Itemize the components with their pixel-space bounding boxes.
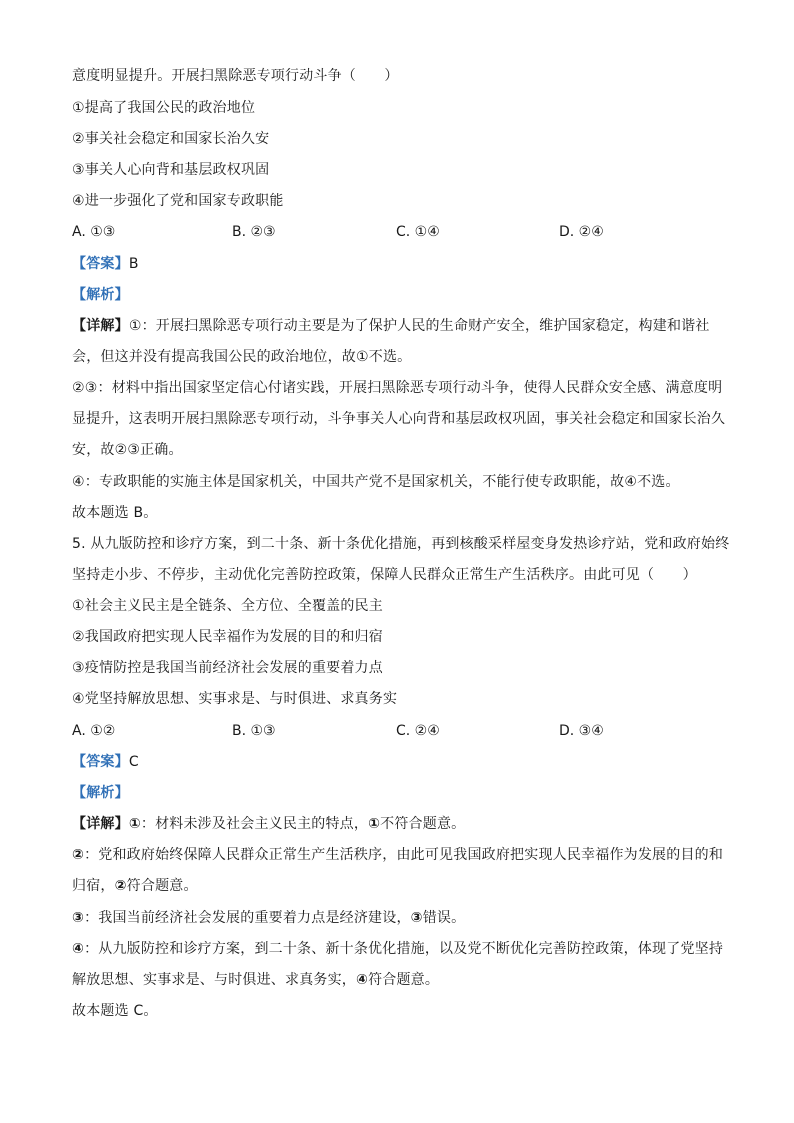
q4-analysis-line [72,286,724,304]
q5-d1-text2: 不符合题意。 [380,816,466,832]
q5-d4-text-b: 解放思想、实事求是、与时俱进、求真务实， [72,972,356,988]
q4-answer-line [72,255,724,273]
q5-answer-tag: 【答案】 [72,754,129,770]
q5-d1-num: ① [128,816,141,832]
q4-detail-line-4: 显提升，这表明开展扫黑除恶专项行动，斗争事关人心向背和基层政权巩固，事关社会稳定和国家长治久 [72,411,726,427]
q5-detail-line-6 [72,971,724,989]
q5-detail-line-3 [72,877,724,895]
q5-stem-line-2: 坚持走小步、不停步，主动优化完善防控政策，保障人民群众正常生产生活秩序。由此可见（ ） [72,567,697,583]
q5-item-3: ③疫情防控是我国当前经济社会发展的重要着力点 [72,660,383,676]
q5-answer: C [128,754,139,770]
q5-d2-text-b: 归宿， [72,878,115,894]
q4-detail-line-5: 安，故②③正确。 [72,442,183,458]
q5-stem-line-1: 5. 从九版防控和诊疗方案，到二十条、新十条优化措施，再到核酸采样屋变身发热诊疗站，党和政府始终 [72,536,730,552]
q4-detail-text-1: ①：开展扫黑除恶专项行动主要是为了保护人民的生命财产安全，维护国家稳定，构建和谐社 [128,318,710,334]
q4-item-1: ①提高了我国公民的政治地位 [72,100,256,116]
q5-options [72,722,724,740]
q4-detail-line-3: ②③：材料中指出国家坚定信心付诸实践，开展扫黑除恶专项行动斗争，使得人民群众安全感、满意度明 [72,380,723,396]
q5-item-2: ②我国政府把实现人民幸福作为发展的目的和归宿 [72,629,383,645]
q5-detail-tag: 【详解】 [72,816,129,832]
q5-option-b: B. ①③ [232,723,276,739]
q5-option-c: C. ②④ [396,723,440,739]
q5-item-4: ④党坚持解放思想、实事求是、与时俱进、求真务实 [72,691,398,707]
q4-options [72,223,724,241]
q4-item-4: ④进一步强化了党和国家专政职能 [72,193,284,209]
q5-d4-text: ：从九版防控和诊疗方案，到二十条、新十条优化措施，以及党不断优化完善防控政策，体现了党坚持 [84,941,724,957]
q5-analysis-line [72,784,724,802]
q5-detail-line-1 [72,815,724,833]
q4-conclusion: 故本题选 B。 [72,505,158,521]
q4-item-2: ②事关社会稳定和国家长治久安 [72,131,270,147]
q4-option-d: D. ②④ [559,224,604,240]
q5-d1-text: ：材料未涉及社会主义民主的特点， [140,816,369,832]
q5-d2-num2: ② [114,878,127,894]
q5-d4-num: ④ [72,941,85,957]
q5-d1-num2: ① [368,816,381,832]
q4-analysis-tag: 【解析】 [72,287,129,303]
q5-option-a: A. ①② [72,723,116,739]
q4-detail-line-1 [72,317,724,335]
q5-conclusion: 故本题选 C。 [72,1003,158,1019]
q5-d3-num: ③ [72,910,85,926]
q5-option-d: D. ③④ [559,723,604,739]
q5-item-1: ①社会主义民主是全链条、全方位、全覆盖的民主 [72,598,383,614]
q4-stem-tail: 意度明显提升。开展扫黑除恶专项行动斗争（ ） [72,68,399,84]
q5-d4-text2: 符合题意。 [368,972,440,988]
q5-answer-line [72,753,724,771]
q5-d3-text: ：我国当前经济社会发展的重要着力点是经济建设， [84,910,411,926]
q5-detail-line-4 [72,909,724,927]
q5-detail-line-2 [72,846,724,864]
q4-detail-tag: 【详解】 [72,318,129,334]
q5-analysis-tag: 【解析】 [72,785,129,801]
q5-d4-num2: ④ [356,972,369,988]
q5-d3-text2: 错误。 [422,910,466,926]
q4-answer-tag: 【答案】 [72,256,129,272]
q5-d2-text: ：党和政府始终保障人民群众正常生产生活秩序，由此可见我国政府把实现人民幸福作为发展的目的和 [84,847,724,863]
q4-detail-line-6: ④：专政职能的实施主体是国家机关，中国共产党不是国家机关，不能行使专政职能，故④不选。 [72,474,680,490]
q4-option-b: B. ②③ [232,224,276,240]
q4-option-c: C. ①④ [396,224,440,240]
q4-option-a: A. ①③ [72,224,116,240]
q4-answer: B [128,256,139,272]
q4-item-3: ③事关人心向背和基层政权巩固 [72,162,270,178]
q5-d2-num: ② [72,847,85,863]
q5-d3-num2: ③ [410,910,423,926]
q5-detail-line-5 [72,940,724,958]
q5-d2-text2: 符合题意。 [126,878,198,894]
q4-detail-line-2: 会，但这并没有提高我国公民的政治地位，故①不选。 [72,349,412,365]
